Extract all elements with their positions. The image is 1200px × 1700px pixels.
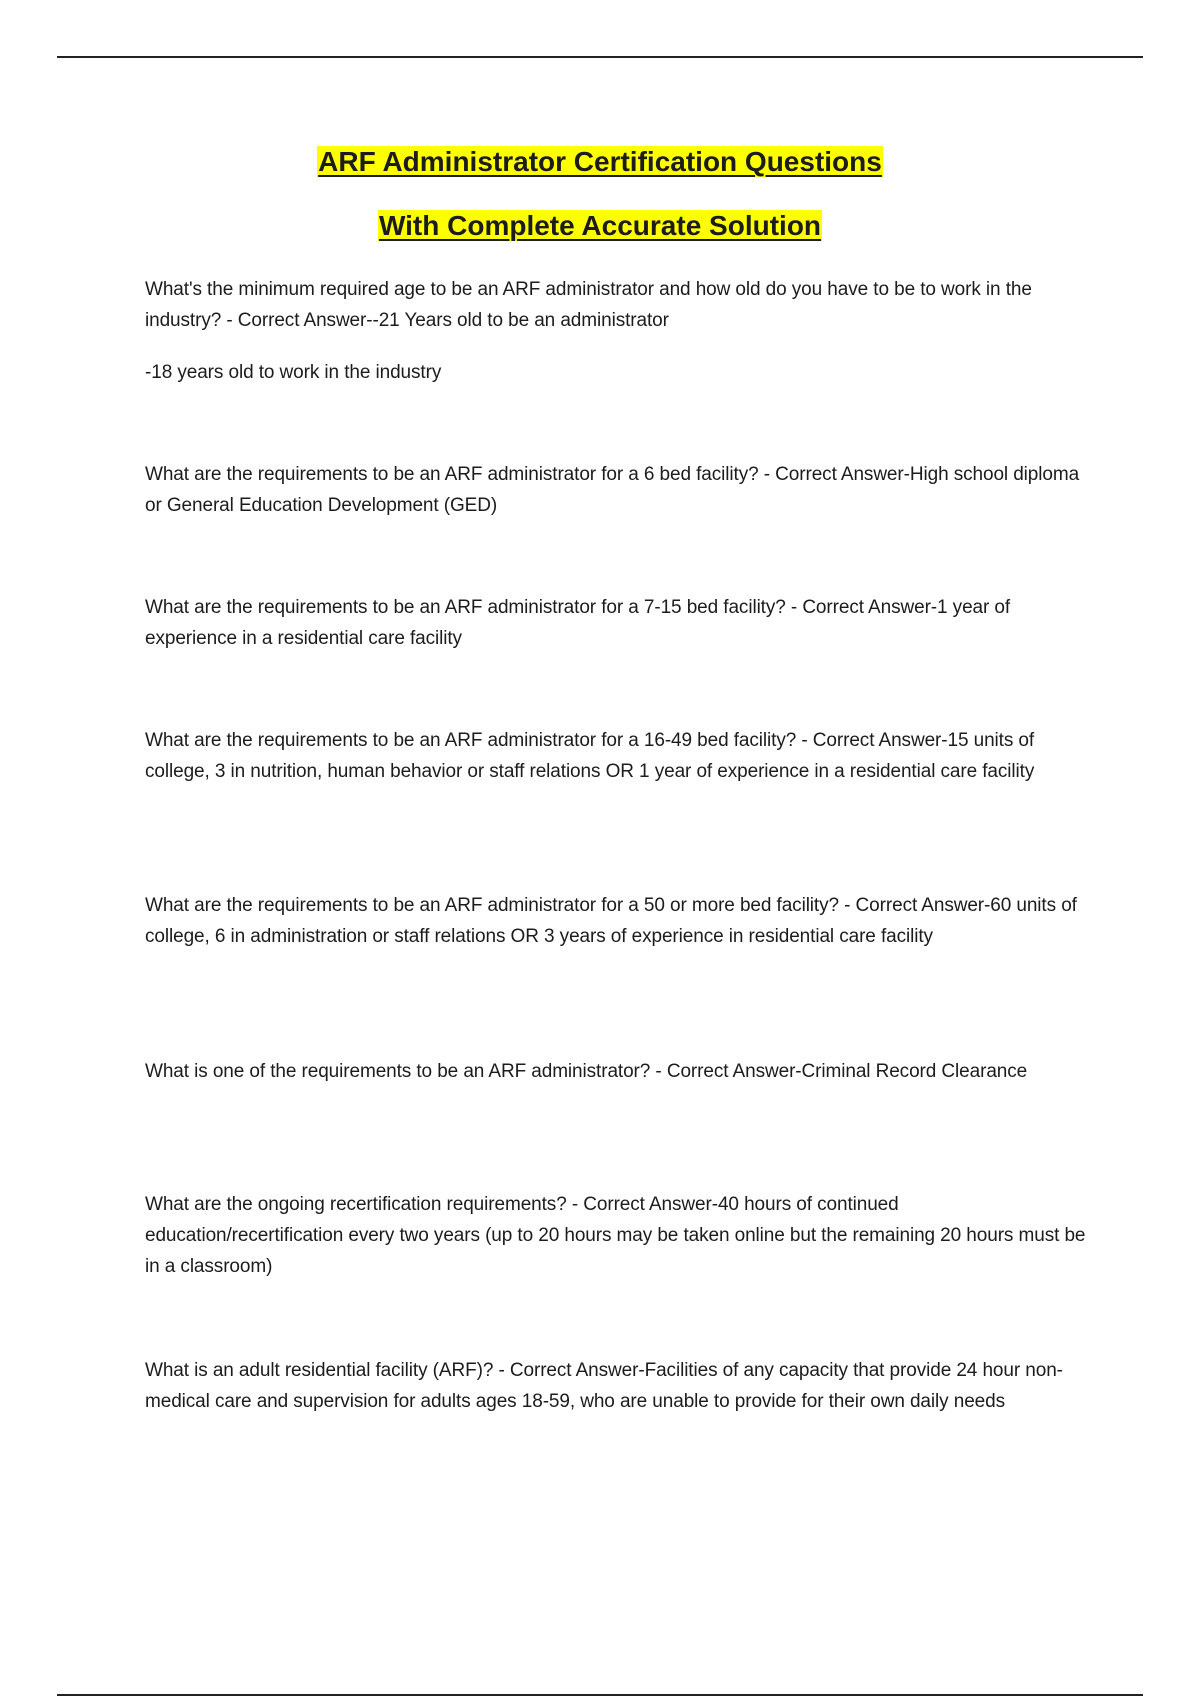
document-title: [0, 142, 1200, 270]
qa-text: What is one of the requirements to be an ARF administrator? - Correct Answer-Criminal Record Clearance: [145, 1061, 1028, 1082]
qa-item: [145, 725, 1095, 787]
qa-item: [145, 459, 1095, 521]
bottom-rule: [57, 1694, 1143, 1696]
qa-text: What are the requirements to be an ARF administrator for a 16-49 bed facility? - Correct Answer-15 units of college, 3 in nutrition, human behavior or staff relations OR 1 year of experience in a residential care facility: [145, 730, 1035, 782]
top-rule: [57, 56, 1143, 58]
qa-text: What are the requirements to be an ARF administrator for a 6 bed facility? - Correct Answer-High school diploma or General Education Development (GED): [145, 464, 1080, 516]
qa-item: [145, 1189, 1095, 1282]
qa-text: What's the minimum required age to be an ARF administrator and how old do you have to be to work in the industry? - Correct Answer--21 Years old to be an administrator: [145, 279, 1032, 331]
qa-text: What is an adult residential facility (ARF)? - Correct Answer-Facilities of any capacity that provide 24 hour non-medical care and supervision for adults ages 18-59, who are unable to provide for their own daily needs: [145, 1360, 1063, 1412]
qa-item: [145, 592, 1095, 654]
qa-item: [145, 890, 1095, 952]
qa-extra-text: -18 years old to work in the industry: [145, 362, 442, 383]
title-line-1: ARF Administrator Certification Questions: [318, 146, 882, 177]
qa-text: What are the requirements to be an ARF administrator for a 50 or more bed facility? - Correct Answer-60 units of college, 6 in administration or staff relations OR 3 years of experience in residential care facility: [145, 895, 1077, 947]
qa-item: [145, 1355, 1095, 1417]
qa-text: What are the ongoing recertification requirements? - Correct Answer-40 hours of continued education/recertification every two years (up to 20 hours may be taken online but the remaining 20 hours must be in a classroom): [145, 1194, 1086, 1277]
qa-item: [145, 274, 1095, 388]
title-line-2: With Complete Accurate Solution: [378, 210, 822, 241]
qa-text: What are the requirements to be an ARF administrator for a 7-15 bed facility? - Correct Answer-1 year of experience in a residential care facility: [145, 597, 1011, 649]
qa-item: [145, 1056, 1095, 1087]
